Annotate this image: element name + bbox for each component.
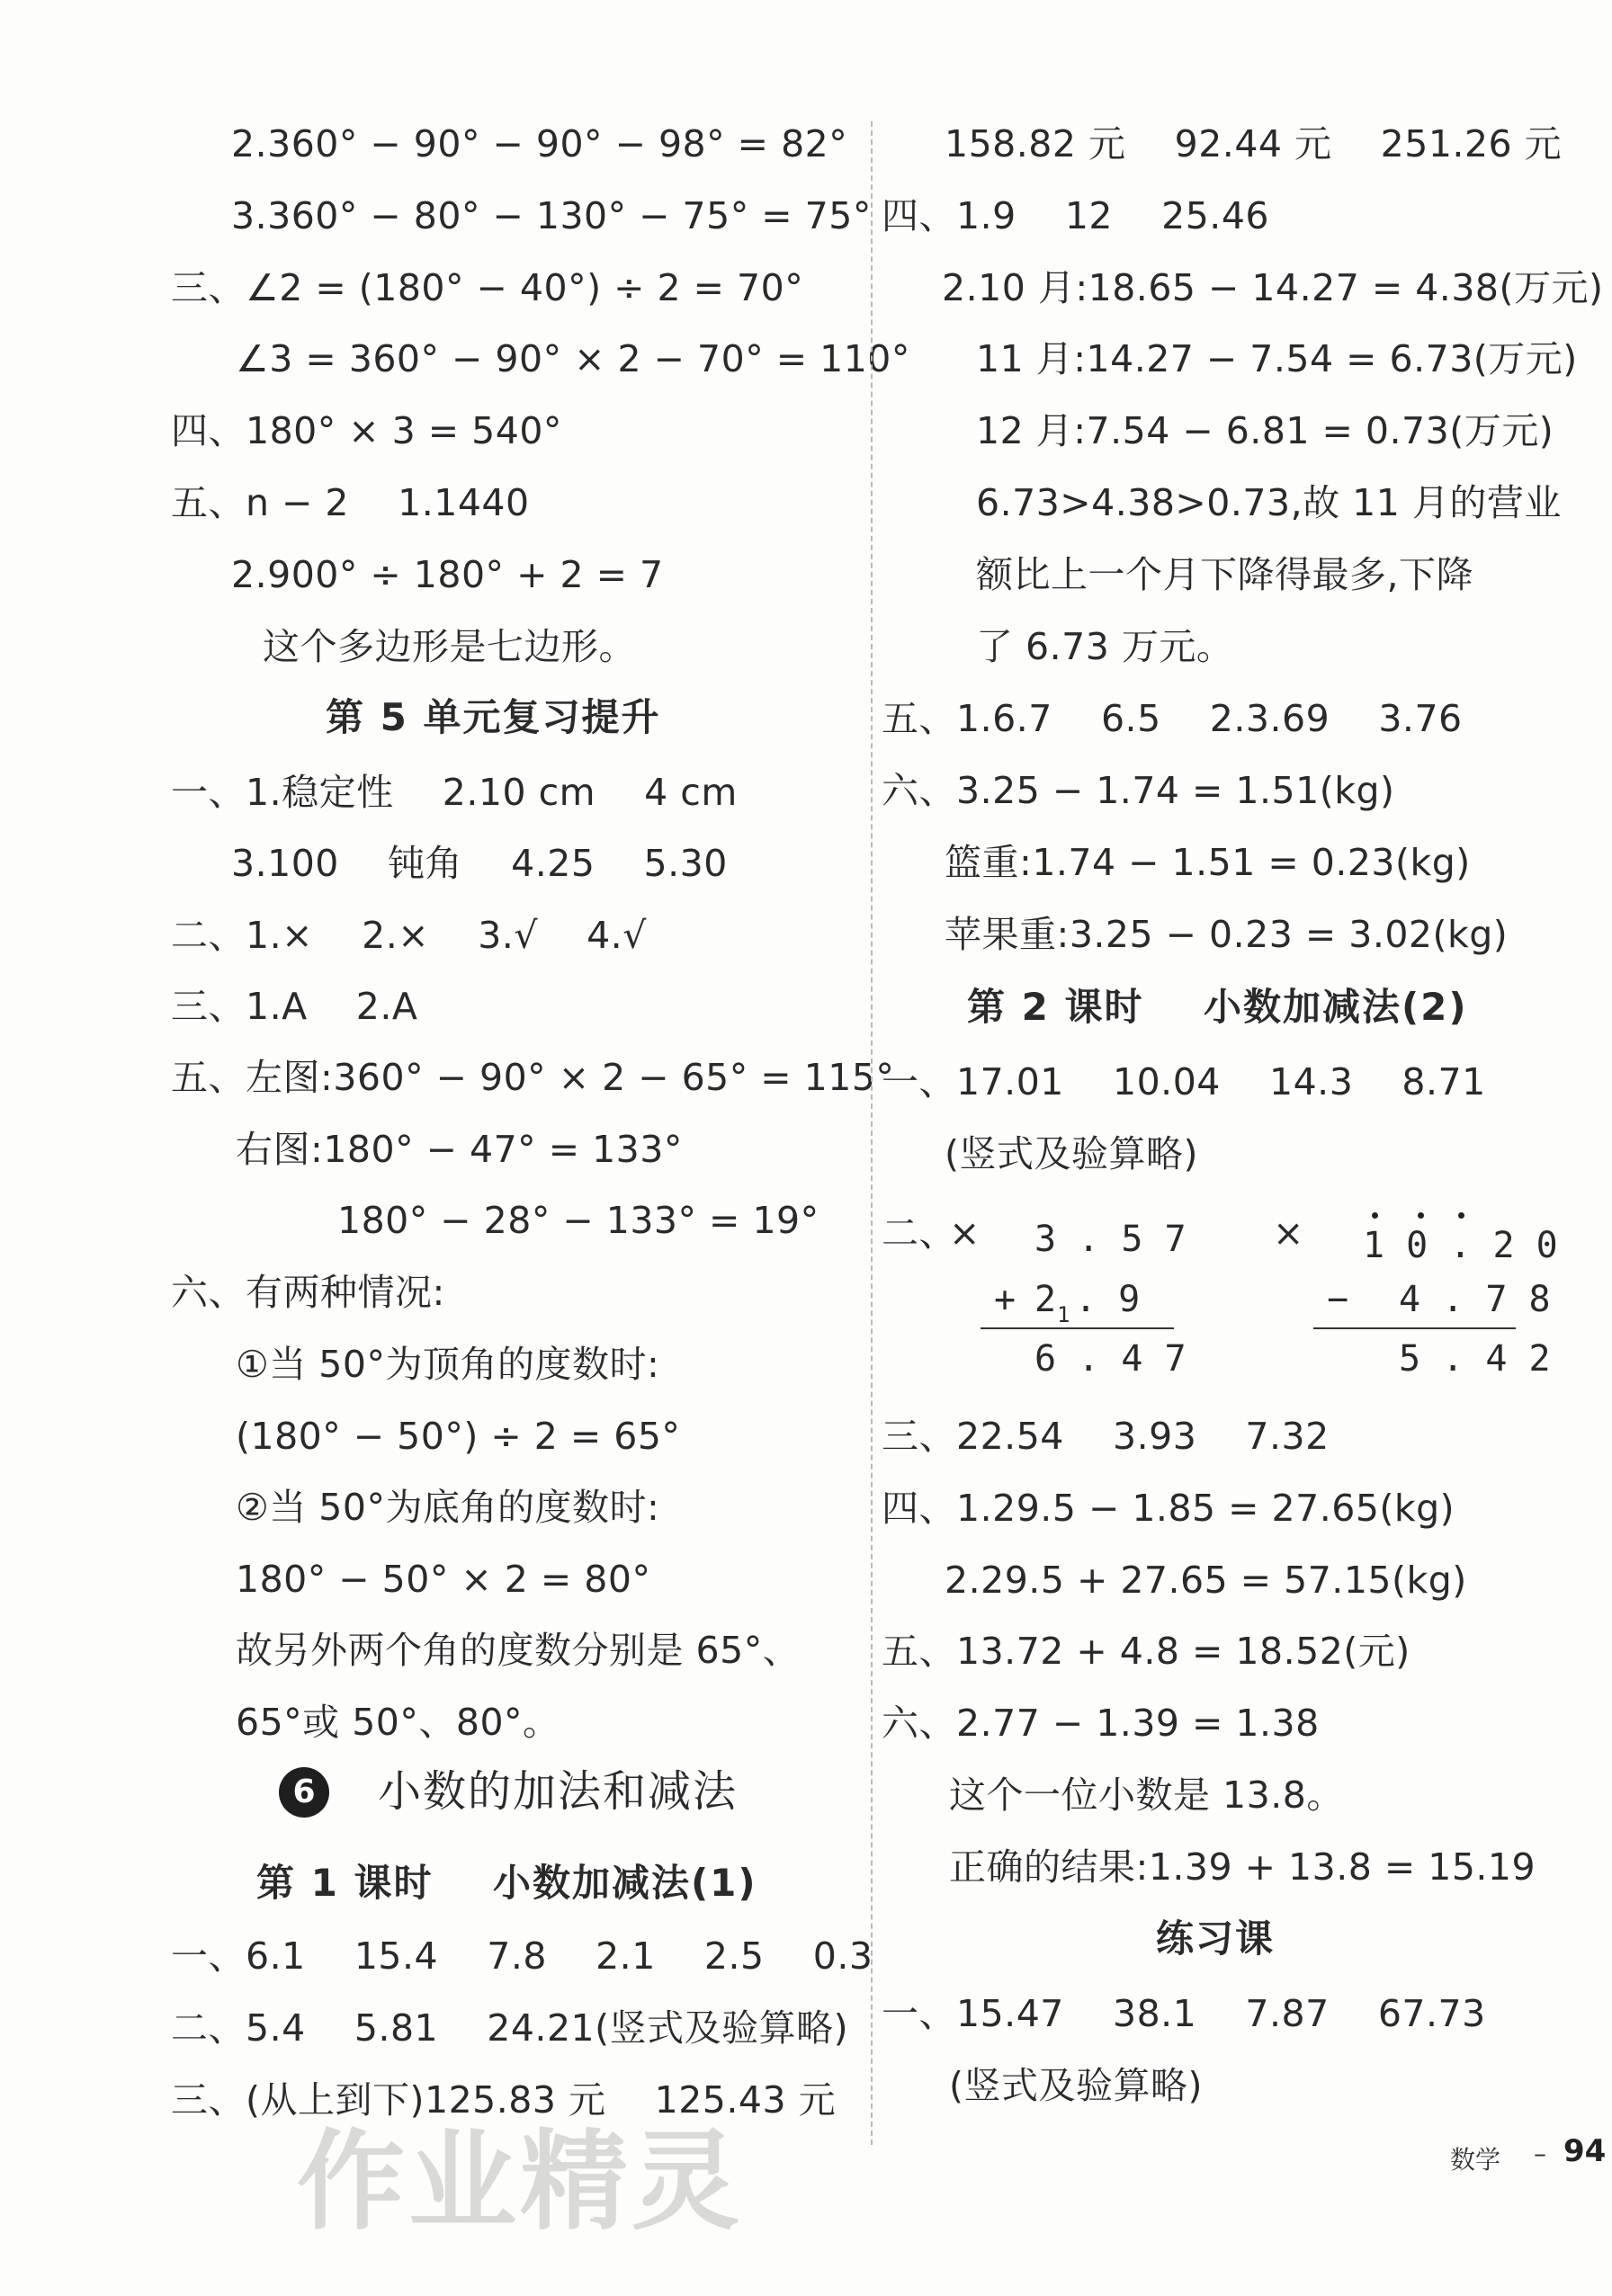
unit-title: 小数的加法和减法 — [378, 1766, 739, 1817]
calc1-operator: + — [994, 1279, 1016, 1320]
text-line: 右图:180° − 47° = 133° — [236, 1128, 683, 1171]
text-line: 五、左图:360° − 90° × 2 − 65° = 115° — [171, 1056, 895, 1099]
text-line: 6.73>4.38>0.73,故 11 月的营业 — [976, 481, 1562, 524]
unit-number-badge: 6 — [279, 1767, 329, 1818]
calc1-rule — [981, 1327, 1174, 1329]
text-line: 五、n − 2 1.1440 — [171, 481, 530, 524]
text-line: 五、13.72 + 4.8 = 18.52(元) — [882, 1630, 1410, 1673]
text-line: 这个一位小数是 13.8。 — [949, 1773, 1344, 1817]
text-line: 六、3.25 − 1.74 = 1.51(kg) — [882, 769, 1395, 812]
text-line: 二、1.× 2.× 3.√ 4.√ — [171, 914, 647, 957]
text-line: 三、∠2 = (180° − 40°) ÷ 2 = 70° — [171, 266, 804, 309]
text-line: 六、2.77 − 1.39 = 1.38 — [882, 1702, 1320, 1745]
text-line: 12 月:7.54 − 6.81 = 0.73(万元) — [976, 409, 1554, 452]
text-line: 2.900° ÷ 180° + 2 = 7 — [231, 553, 664, 596]
page-number: 94 — [1563, 2133, 1607, 2169]
section-heading: 第 2 课时 小数加减法(2) — [967, 985, 1468, 1029]
text-line: (竖式及验算略) — [945, 1132, 1198, 1175]
footer-subject: 数学 — [1450, 2145, 1501, 2175]
text-line: 了 6.73 万元。 — [976, 625, 1234, 668]
calc2-result: 5 . 4 2 — [1399, 1338, 1551, 1380]
text-line: 二、5.4 5.81 24.21(竖式及验算略) — [171, 2006, 849, 2050]
text-line: 六、有两种情况: — [171, 1271, 445, 1314]
question-label: 二、 — [882, 1211, 956, 1255]
borrow-dot — [1372, 1212, 1378, 1219]
text-line: 180° − 50° × 2 = 80° — [236, 1558, 651, 1601]
watermark: 作业精灵 — [297, 2120, 743, 2245]
text-line: 故另外两个角的度数分别是 65°、 — [236, 1629, 801, 1672]
wrong-mark: × — [949, 1211, 981, 1255]
calc2-operator: − — [1327, 1279, 1349, 1320]
text-line: 一、1.稳定性 2.10 cm 4 cm — [171, 771, 738, 814]
calc1-result: 6 . 4 7 — [1034, 1338, 1187, 1380]
text-line: 这个多边形是七边形。 — [263, 625, 636, 668]
section-heading: 第 1 课时 小数加减法(1) — [256, 1861, 757, 1905]
text-line: 11 月:14.27 − 7.54 = 6.73(万元) — [976, 337, 1578, 380]
text-line: ∠3 = 360° − 90° × 2 − 70° = 110° — [236, 337, 910, 380]
text-line: 一、17.01 10.04 14.3 8.71 — [882, 1060, 1486, 1103]
text-line: 一、15.47 38.1 7.87 67.73 — [882, 1992, 1486, 2035]
text-line: 三、22.54 3.93 7.32 — [882, 1415, 1330, 1458]
calc1-carry: 1 — [1057, 1302, 1070, 1327]
text-line: ②当 50°为底角的度数时: — [236, 1486, 660, 1529]
calc2-middle: 4 . 7 8 — [1399, 1279, 1551, 1320]
text-line: 苹果重:3.25 − 0.23 = 3.02(kg) — [945, 913, 1509, 956]
calc2-rule — [1313, 1327, 1516, 1329]
text-line: 三、1.A 2.A — [171, 985, 418, 1028]
column-divider — [871, 121, 873, 2145]
section-heading: 第 5 单元复习提升 — [326, 695, 661, 739]
borrow-dot — [1458, 1212, 1464, 1219]
calc1-middle-digit: 2 — [1034, 1279, 1057, 1320]
text-line: 3.100 钝角 4.25 5.30 — [231, 842, 728, 885]
text-line: 2.29.5 + 27.65 = 57.15(kg) — [945, 1559, 1467, 1602]
text-line: 2.360° − 90° − 90° − 98° = 82° — [231, 122, 848, 165]
text-line: 四、1.29.5 − 1.85 = 27.65(kg) — [882, 1487, 1455, 1530]
text-line: 篮重:1.74 − 1.51 = 0.23(kg) — [945, 841, 1471, 884]
text-line: (竖式及验算略) — [949, 2064, 1203, 2107]
text-line: 三、(从上到下)125.83 元 125.43 元 — [171, 2078, 837, 2122]
section-heading: 练习课 — [1156, 1916, 1276, 1961]
text-line: 180° − 28° − 133° = 19° — [337, 1199, 819, 1242]
calc1-top: 3 . 5 7 — [1034, 1219, 1187, 1260]
text-line: 65°或 50°、80°。 — [236, 1701, 560, 1744]
footer-dash: – — [1534, 2139, 1546, 2168]
text-line: 额比上一个月下降得最多,下降 — [976, 553, 1474, 596]
text-line: 3.360° − 80° − 130° − 75° = 75° — [231, 194, 872, 237]
text-line: 五、1.6.7 6.5 2.3.69 3.76 — [882, 697, 1463, 740]
text-line: 正确的结果:1.39 + 13.8 = 15.19 — [949, 1845, 1536, 1889]
text-line: 四、180° × 3 = 540° — [171, 409, 562, 452]
calc1-middle-rest: . 9 — [1075, 1279, 1141, 1320]
text-line: ①当 50°为顶角的度数时: — [236, 1343, 660, 1386]
text-line: 一、6.1 15.4 7.8 2.1 2.5 0.3 — [171, 1934, 873, 1978]
text-line: (180° − 50°) ÷ 2 = 65° — [236, 1415, 681, 1458]
text-line: 2.10 月:18.65 − 14.27 = 4.38(万元) — [942, 266, 1604, 309]
borrow-dot — [1418, 1212, 1424, 1219]
text-line: 158.82 元 92.44 元 251.26 元 — [945, 122, 1563, 165]
calc2-top: 1 0 . 2 0 — [1363, 1225, 1558, 1266]
text-line: 四、1.9 12 25.46 — [882, 194, 1270, 237]
wrong-mark: × — [1273, 1211, 1304, 1255]
